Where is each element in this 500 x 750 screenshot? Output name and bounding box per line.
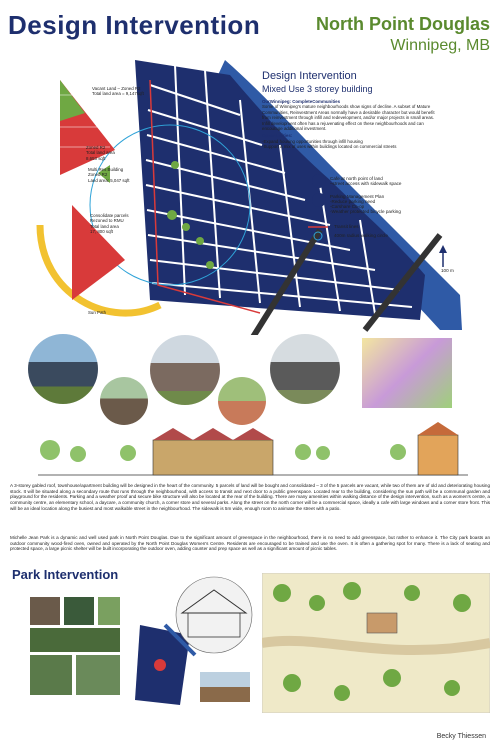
townhouse-photo-1 xyxy=(28,334,98,404)
vacant-land-note: Vacant Land – Zoned R2 Total land area = 9,147sqft xyxy=(92,86,144,97)
north-arrow-icon xyxy=(439,245,447,267)
design-heading: Design Intervention xyxy=(262,70,357,82)
garden-photo xyxy=(218,377,266,425)
cafe-legend: Cafe at north point of land –street access with sidewalk space xyxy=(330,176,402,186)
location-title: North Point Douglas xyxy=(316,14,490,34)
park-photo-playground xyxy=(30,655,72,695)
park-photo-shelter xyxy=(76,655,120,695)
consolidate-note: Consolidate parcels Rezoned to RMU Total land area 17, 800 sqft xyxy=(90,213,129,235)
ourwinnipeg-text: Some of Winnipeg's mature neighbourhoods show signs of decline. A subset of Mature Communities, Reinvestment Areas normally have a desirable character but would benefit from reinvestment through infill and redevelopment, and/or major projects in small areas. Infill development often has a rejuvenating effect on these neighbourhoods and can encourage additional investment. xyxy=(262,104,435,132)
cafe-icon xyxy=(312,174,326,188)
street-elevation-sketch xyxy=(38,420,468,480)
townhouse-photo-2 xyxy=(150,335,220,405)
zoned-r2-note: Zoned R2 Total land area 8,653 sqft xyxy=(86,145,115,161)
transit-legend-text: Transit lines xyxy=(334,224,359,229)
park-plan-sketch xyxy=(262,573,490,713)
new-building-elevation xyxy=(153,440,273,475)
parking-legend: Parking Management Plan -Reduce parking need -Carshare Co-op -Weather protected bicycle parking xyxy=(330,194,401,214)
sun-path-label: Sun Path xyxy=(88,310,107,315)
poster-title: Design Intervention xyxy=(8,10,261,40)
apartment-photo xyxy=(270,334,340,404)
multi-res-note: Multi Res Building Zoned R2 Land area: 5,047 sqft xyxy=(88,167,130,183)
ourwinnipeg-title: OurWinnipeg: CompleteCommunities xyxy=(262,99,341,104)
park-heading: Park Intervention xyxy=(12,567,119,582)
neighbourhood-map xyxy=(0,55,500,335)
church-elevation xyxy=(418,435,458,475)
courtyard-photo xyxy=(100,377,148,425)
park-photo-trees xyxy=(30,628,120,652)
design-subheading: Mixed Use 3 storey building xyxy=(262,84,373,94)
ourwinnipeg-block: OurWinnipeg: CompleteCommunities Some of Winnipeg's mature neighbourhoods show signs of decline. A subset of Mature Communities, Reinvestment Areas normally have a desirable character but would benefit from reinvestment through infill and redevelopment, and/or major projects in small areas. Infill development often has a rejuvenating effect on these neighbourhoods and can encourage additional investment. Opportunities: -Expand housing opportunities through infill housing -Support a mix of uses within buildings located on commercial streets xyxy=(262,99,442,150)
shelter-footprint xyxy=(367,613,397,633)
park-photo-gathering xyxy=(64,597,94,625)
picnic-shelter-sketch xyxy=(172,575,257,655)
parking-icon xyxy=(312,193,326,207)
design-description: A 3-storey gabled roof, townhouse/apartment building will be designed in the heart of the community. 5 parcels of land will be bought and consolidated – 3 of the 5 parcels are vacant, while two of them are of old and deteriorating housing stock. It will be situated along a secondary route that runs through the neighbourhood, with access to transit and next door to a public greenspace. Located rear to the building, considering the sun path will be a communal garden and playground for the residents. Parking and a weather proof and secure bike structure will also be located at the rear of the building. There are many amenities within walking distance of the design intervention, such as a women's centre, a community centre, an elementary school, a daycare, a community church, a corner store and several parks. Along the street on the north corner will be a commercial space, ideally a cafe with large windows and a corner store front. This will be an ideal location along the busiest and most walkable street in the neighbourhood. The sidewalk is 5m wide, enough room to animate the street with a patio. xyxy=(10,483,490,511)
park-description: Michelle Jean Park is a dynamic and well used park in North Point Douglas. Due to the significant amount of greenspace in the neighbourhood, there is no need to add greenspace, but rather to enhance it. The City park boasts an outdoor community wood-fired oven, owned and operated by the North Point Douglas Women's Centre. Residents are encouraged to be trained and use the oven. It is often a gathering spot for many. There is a lack of seating and protected space, a large picnic shelter will be built incorporating the outdoor oven, adding counter and prep space as well as a significant amount of picnic tables. xyxy=(10,535,490,552)
site-plan-sketch xyxy=(362,338,452,408)
walking-legend-text: 400m radius walking circle xyxy=(334,233,388,238)
park-photo-field xyxy=(98,597,120,625)
park-photo-oven xyxy=(30,597,60,625)
author-signature: Becky Thiessen xyxy=(436,733,486,740)
scale-label: 100 m xyxy=(441,268,454,273)
opportunities-title: Opportunities: xyxy=(262,133,293,139)
location-city: Winnipeg, MB xyxy=(390,37,490,54)
shelter-photo xyxy=(200,672,250,702)
